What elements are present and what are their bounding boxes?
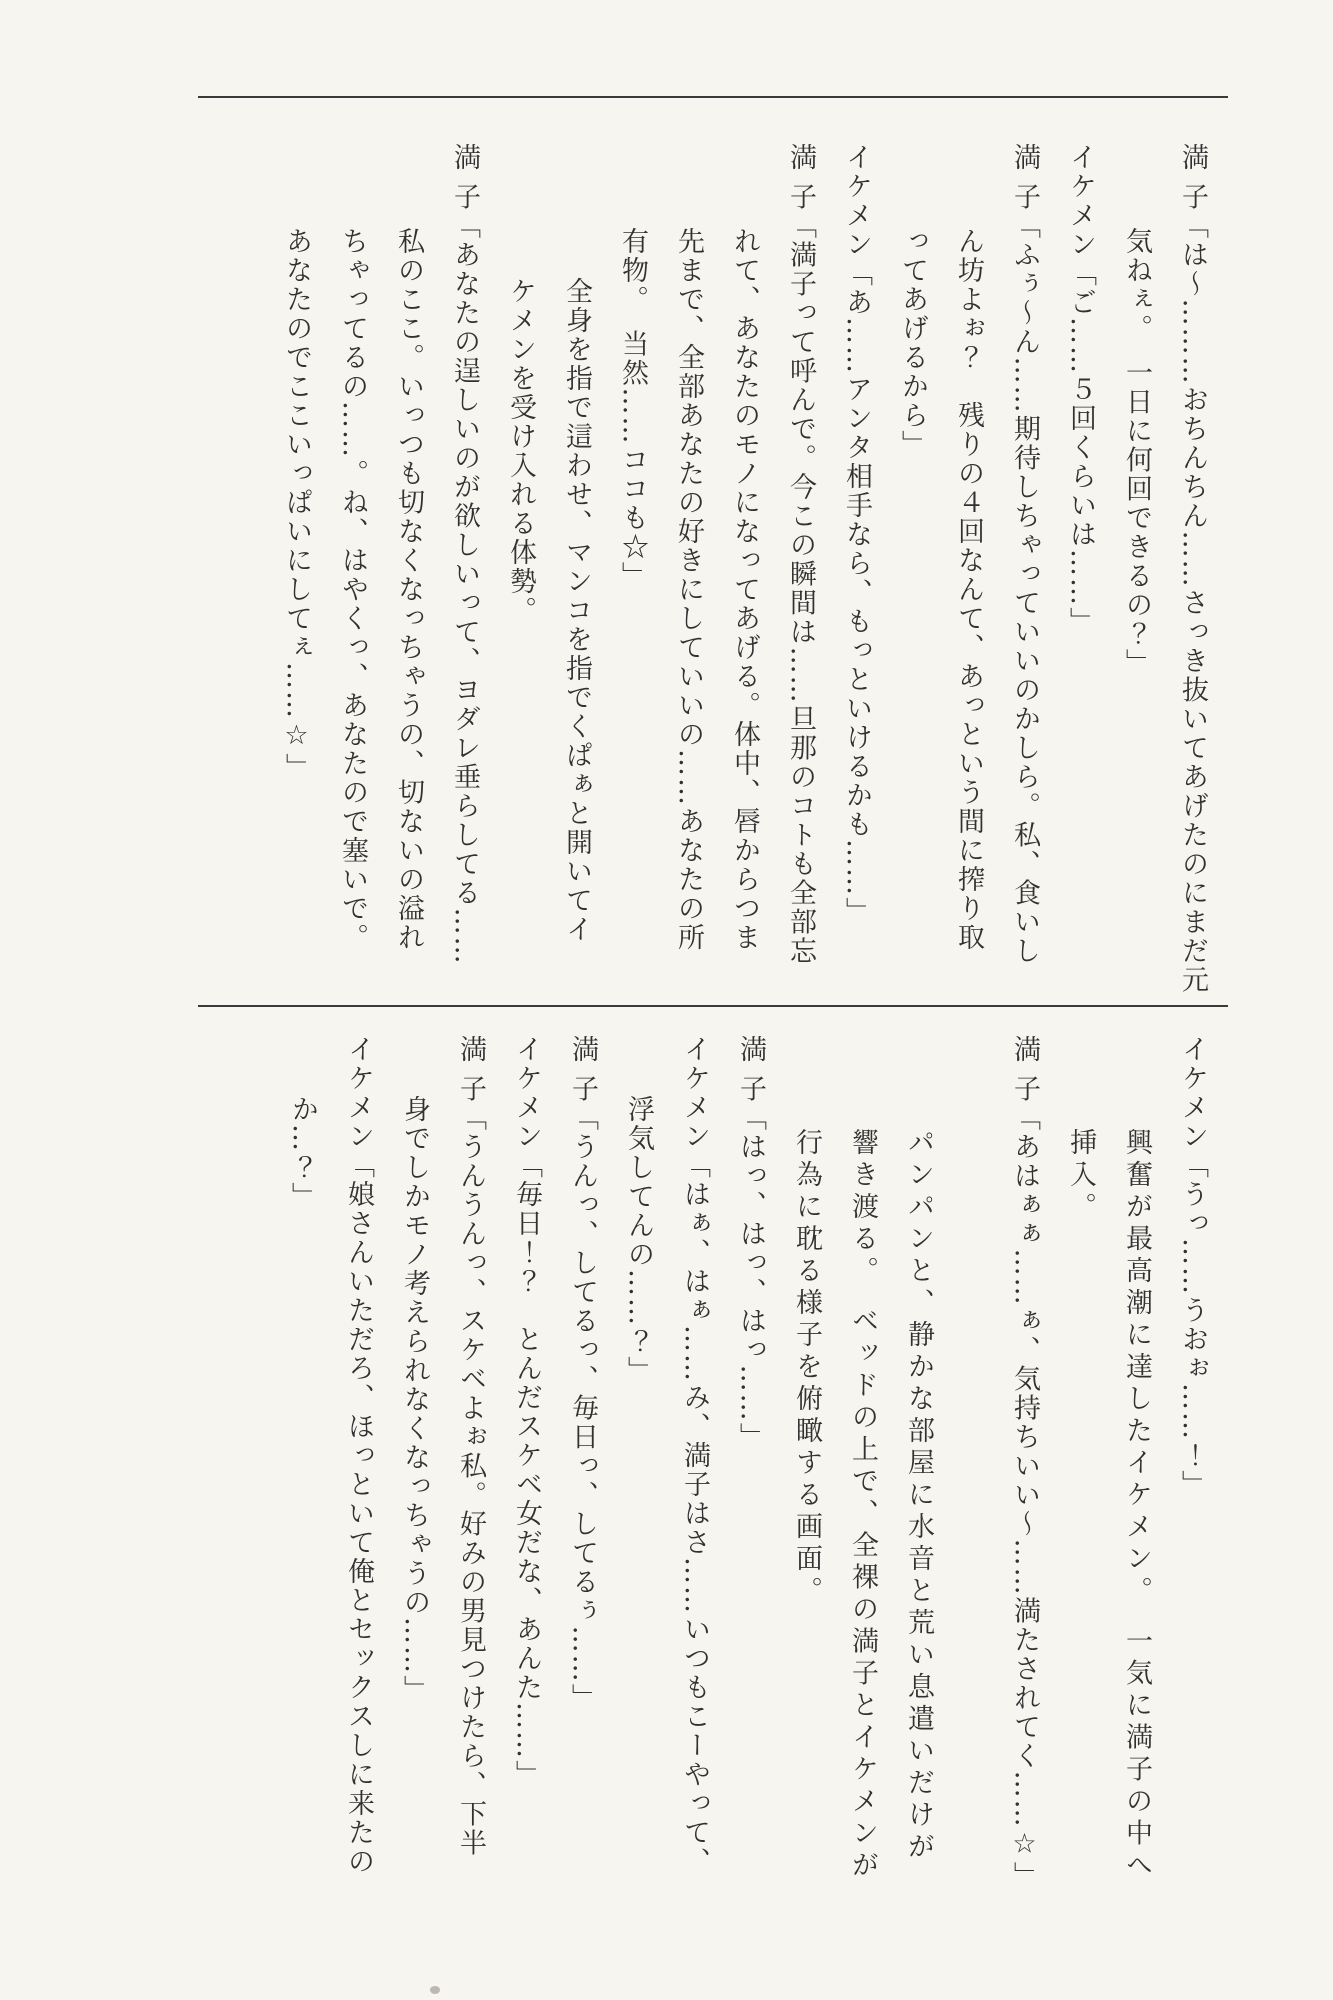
script-block-top	[268, 143, 1220, 1033]
dialogue-line-continuation: ちゃってるの……。ね、はやくっ、あなたので塞いで。	[337, 227, 368, 952]
dialogue-line: 満 子「あはぁぁ……ぁ、気持ちいい〜……満たされてく……☆」	[1009, 1035, 1040, 1891]
dialogue-line-continuation: か…？」	[287, 1095, 318, 1211]
dialogue-line: イケメン「うっ……うおぉ……！」	[1177, 1035, 1208, 1499]
dialogue-line: 満 子「うんうんっ、スケベよぉ私。好みの男見つけたら、下半	[455, 1035, 486, 1858]
divider-top	[198, 96, 1228, 98]
narration-line: 挿入。	[1065, 1128, 1096, 1224]
narration-line: 響き渡る。 ベッドの上で、全裸の満子とイケメンが	[847, 1128, 878, 1883]
dialogue-line-continuation: 浮気してんの……？」	[623, 1095, 654, 1385]
dialogue-line-continuation: 身でしかモノ考えられなくなっちゃうの……」	[399, 1095, 430, 1704]
narration-line: ケメンを受け入れる体勢。	[505, 277, 536, 625]
narration-line: 全身を指で這わせ、マンコを指でくぱぁと開いてイ	[561, 277, 592, 944]
dialogue-line: イケメン「あ……アンタ相手なら、もっといけるかも……」	[841, 143, 872, 926]
dialogue-line: 満 子「はっ、はっ、はっ……」	[735, 1035, 766, 1452]
dialogue-line: 満 子「ふぅ〜ん……期待しちゃっていいのかしら。私、食いし	[1009, 143, 1040, 966]
dialogue-line: イケメン「娘さんいただろ、ほっといて俺とセックスしに来たの	[343, 1035, 374, 1876]
dialogue-line-continuation: あなたのでここいっぱいにしてぇ……☆」	[281, 227, 312, 782]
scan-speck	[430, 1986, 440, 1994]
dialogue-line: イケメン「はぁ、はぁ……み、満子はさ……いつもこーやって、	[679, 1035, 710, 1876]
dialogue-line: 満 子「は〜………おちんちん……さっき抜いてあげたのにまだ元	[1177, 143, 1208, 995]
dialogue-line-continuation: 先まで、全部あなたの好きにしていいの……あなたの所	[673, 227, 704, 952]
narration-line: 興奮が最高潮に達したイケメン。 一気に満子の中へ	[1121, 1128, 1152, 1883]
dialogue-line-continuation: ってあげるから」	[897, 227, 928, 459]
dialogue-line: イケメン「毎日！？ とんだスケベ女だな、あんた……」	[511, 1035, 542, 1789]
dialogue-line-continuation: 私のここ。いっつも切なくなっちゃうの、切ないの溢れ	[393, 227, 424, 952]
script-block-bottom	[274, 1035, 1220, 1945]
dialogue-line-continuation: 有物。 当然……ココも☆」	[617, 227, 648, 591]
dialogue-line: 満 子「満子って呼んで。今この瞬間は……旦那のコトも全部忘	[785, 143, 816, 966]
dialogue-line-continuation: 気ねぇ。 一日に何回できるの？」	[1121, 227, 1152, 678]
narration-line: 行為に耽る様子を俯瞰する画面。	[791, 1128, 822, 1608]
dialogue-line: イケメン「ご……５回くらいは……」	[1065, 143, 1096, 636]
narration-line: パンパンと、静かな部屋に水音と荒い息遣いだけが	[903, 1128, 934, 1864]
dialogue-line-continuation: れて、あなたのモノになってあげる。体中、唇からつま	[729, 227, 760, 952]
dialogue-line-continuation: ん坊よぉ？ 残りの４回なんて、あっという間に搾り取	[953, 227, 984, 952]
dialogue-line: 満 子「あなたの逞しいのが欲しいって、ヨダレ垂らしてる……	[449, 143, 480, 966]
divider-middle	[198, 1005, 1228, 1007]
dialogue-line: 満 子「うんっ、してるっ、毎日っ、してるぅ……」	[567, 1035, 598, 1713]
